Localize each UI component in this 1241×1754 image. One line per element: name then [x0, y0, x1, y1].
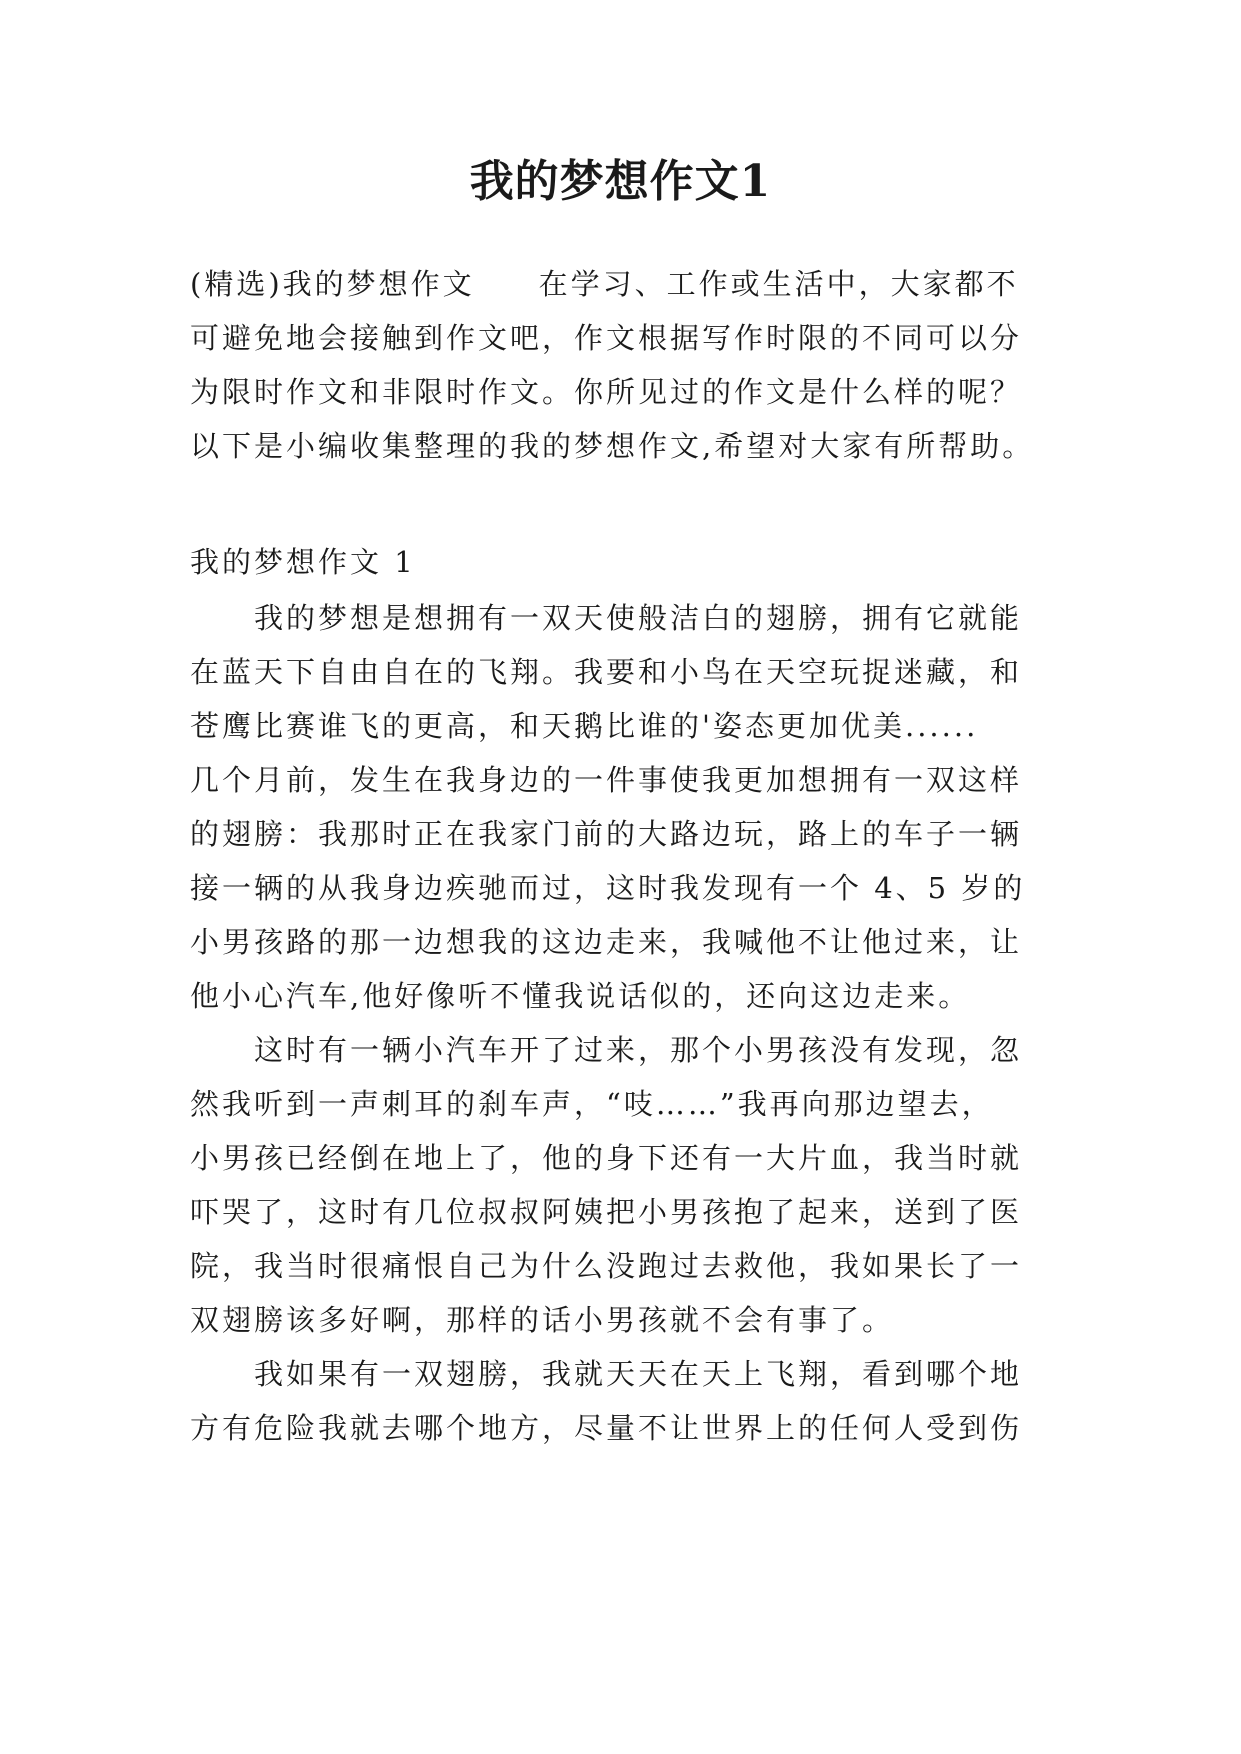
intro-line: 为限时作文和非限时作文。你所见过的作文是什么样的呢？	[190, 375, 1023, 409]
body-line: 的翅膀：我那时正在我家门前的大路边玩，路上的车子一辆	[190, 817, 1023, 851]
body-line: 双翅膀该多好啊，那样的话小男孩就不会有事了。	[190, 1303, 895, 1337]
body-line: 在蓝天下自由自在的飞翔。我要和小鸟在天空玩捉迷藏，和	[190, 655, 1023, 689]
body-line: 院，我当时很痛恨自己为什么没跑过去救他，我如果长了一	[190, 1249, 1023, 1283]
section-heading: 我的梦想作文 1	[190, 545, 416, 579]
body-line: 我如果有一双翅膀，我就天天在天上飞翔，看到哪个地	[190, 1357, 1023, 1391]
page-title: 我的梦想作文1	[469, 156, 772, 207]
body-line: 我的梦想是想拥有一双天使般洁白的翅膀，拥有它就能	[190, 601, 1023, 635]
intro-line: 可避免地会接触到作文吧，作文根据写作时限的不同可以分	[190, 321, 1023, 355]
body-line: 几个月前，发生在我身边的一件事使我更加想拥有一双这样	[190, 763, 1023, 797]
body-line: 吓哭了，这时有几位叔叔阿姨把小男孩抱了起来，送到了医	[190, 1195, 1023, 1229]
body-line: 接一辆的从我身边疾驰而过，这时我发现有一个 4、5 岁的	[190, 871, 1026, 905]
intro-line: 以下是小编收集整理的我的梦想作文,希望对大家有所帮助。	[190, 429, 1035, 463]
body-line: 这时有一辆小汽车开了过来，那个小男孩没有发现，忽	[190, 1033, 1023, 1067]
body-line: 他小心汽车,他好像听不懂我说话似的，还向这边走来。	[190, 979, 971, 1013]
body-line: 小男孩路的那一边想我的这边走来，我喊他不让他过来，让	[190, 925, 1023, 959]
body-line: 苍鹰比赛谁飞的更高，和天鹅比谁的'姿态更加优美......	[190, 709, 979, 743]
body-line: 小男孩已经倒在地上了，他的身下还有一大片血，我当时就	[190, 1141, 1023, 1175]
body-line: 然我听到一声刺耳的刹车声，“吱……”我再向那边望去，	[190, 1087, 994, 1121]
intro-line: (精选)我的梦想作文 在学习、工作或生活中，大家都不	[190, 267, 1019, 301]
body-line: 方有危险我就去哪个地方，尽量不让世界上的任何人受到伤	[190, 1411, 1023, 1445]
